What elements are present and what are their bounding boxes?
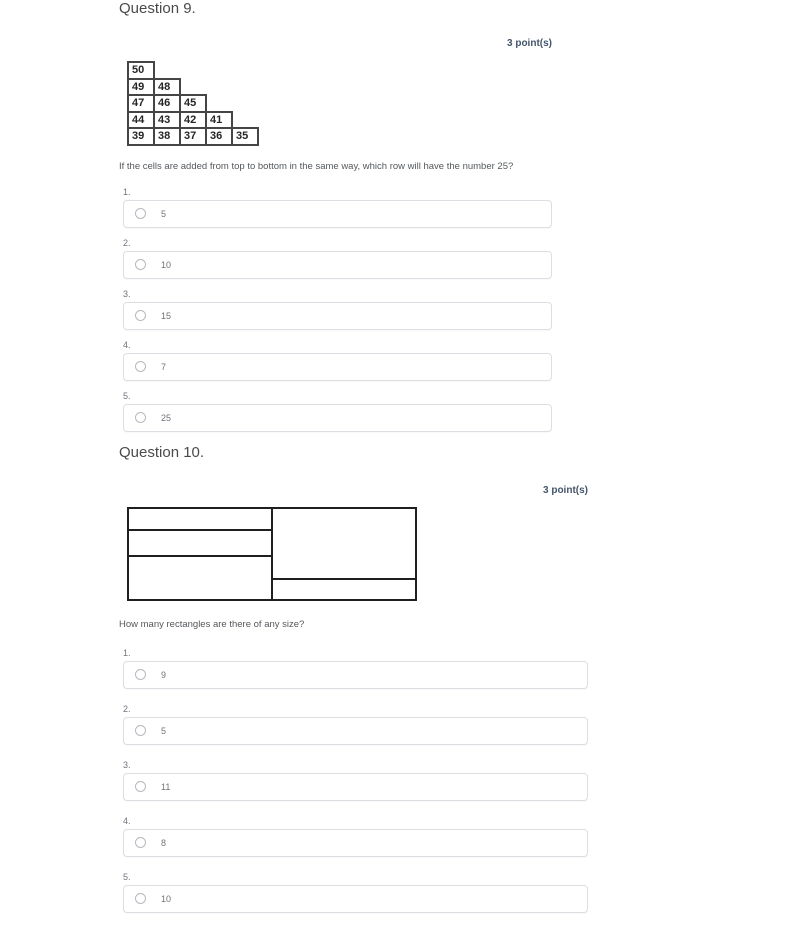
radio-icon[interactable] bbox=[135, 412, 146, 423]
option-number: 2. bbox=[123, 237, 131, 248]
option-label: 15 bbox=[161, 310, 172, 321]
question-10-section bbox=[119, 444, 588, 913]
option-label: 8 bbox=[161, 837, 167, 848]
radio-icon[interactable] bbox=[135, 208, 146, 219]
option-number: 1. bbox=[123, 186, 131, 197]
option-choice-5[interactable] bbox=[123, 200, 552, 228]
option-group bbox=[123, 340, 552, 381]
figure-left-column bbox=[127, 507, 273, 601]
option-label: 10 bbox=[161, 893, 172, 904]
option-choice-11[interactable] bbox=[123, 773, 588, 801]
question-9-title: Question 9. bbox=[119, 0, 196, 17]
option-choice-8[interactable] bbox=[123, 829, 588, 857]
option-choice-10[interactable] bbox=[123, 251, 552, 279]
figure-rect bbox=[271, 578, 417, 601]
figure-rect bbox=[271, 507, 417, 580]
option-label: 5 bbox=[161, 208, 167, 219]
table-cell: 36 bbox=[206, 128, 232, 145]
table-row bbox=[128, 128, 258, 145]
option-choice-7[interactable] bbox=[123, 353, 552, 381]
radio-icon[interactable] bbox=[135, 669, 146, 680]
option-number: 3. bbox=[123, 759, 131, 770]
radio-icon[interactable] bbox=[135, 310, 146, 321]
table-cell: 39 bbox=[128, 128, 154, 145]
rectangles-figure bbox=[127, 507, 417, 601]
option-choice-25[interactable] bbox=[123, 404, 552, 432]
table-cell: 42 bbox=[180, 112, 206, 129]
radio-icon[interactable] bbox=[135, 781, 146, 792]
table-row bbox=[128, 79, 258, 96]
table-cell: 35 bbox=[232, 128, 258, 145]
question-10-points-badge: 3 point(s) bbox=[543, 484, 588, 496]
table-cell: 43 bbox=[154, 112, 180, 129]
option-number: 3. bbox=[123, 288, 131, 299]
table-cell: 48 bbox=[154, 79, 180, 96]
table-cell: 49 bbox=[128, 79, 154, 96]
question-9-section bbox=[119, 0, 552, 432]
option-choice-9[interactable] bbox=[123, 661, 588, 689]
option-group bbox=[123, 816, 588, 857]
option-group bbox=[123, 872, 588, 913]
table-cell: 45 bbox=[180, 95, 206, 112]
radio-icon[interactable] bbox=[135, 837, 146, 848]
option-label: 5 bbox=[161, 725, 167, 736]
option-choice-10[interactable] bbox=[123, 885, 588, 913]
option-number: 4. bbox=[123, 815, 131, 826]
radio-icon[interactable] bbox=[135, 725, 146, 736]
option-label: 11 bbox=[161, 781, 171, 792]
table-cell: 50 bbox=[128, 62, 154, 79]
question-10-title: Question 10. bbox=[119, 443, 205, 461]
option-group bbox=[123, 648, 588, 689]
table-cell: 46 bbox=[154, 95, 180, 112]
figure-rect bbox=[127, 507, 273, 531]
number-table bbox=[127, 61, 259, 146]
table-row bbox=[128, 62, 258, 79]
table-row bbox=[128, 95, 258, 112]
option-group bbox=[123, 760, 588, 801]
option-group bbox=[123, 238, 552, 279]
table-cell: 44 bbox=[128, 112, 154, 129]
option-choice-15[interactable] bbox=[123, 302, 552, 330]
option-number: 5. bbox=[123, 390, 131, 401]
table-cell: 37 bbox=[180, 128, 206, 145]
table-cell: 41 bbox=[206, 112, 232, 129]
question-10-prompt: How many rectangles are there of any size? bbox=[119, 618, 305, 630]
option-choice-5[interactable] bbox=[123, 717, 588, 745]
table-cell: 47 bbox=[128, 95, 154, 112]
option-number: 1. bbox=[123, 647, 131, 658]
question-10-options bbox=[123, 648, 588, 913]
option-number: 4. bbox=[123, 339, 131, 350]
radio-icon[interactable] bbox=[135, 893, 146, 904]
option-label: 25 bbox=[161, 412, 172, 423]
radio-icon[interactable] bbox=[135, 361, 146, 372]
option-label: 10 bbox=[161, 259, 172, 270]
table-row bbox=[128, 112, 258, 129]
option-group bbox=[123, 289, 552, 330]
radio-icon[interactable] bbox=[135, 259, 146, 270]
table-cell: 38 bbox=[154, 128, 180, 145]
option-group bbox=[123, 704, 588, 745]
option-label: 9 bbox=[161, 669, 167, 680]
question-9-points-badge: 3 point(s) bbox=[507, 38, 552, 49]
option-label: 7 bbox=[161, 361, 167, 372]
figure-rect bbox=[127, 529, 273, 557]
figure-rect bbox=[127, 555, 273, 601]
option-number: 2. bbox=[123, 703, 131, 714]
option-group bbox=[123, 391, 552, 432]
option-number: 5. bbox=[123, 871, 131, 882]
figure-right-column bbox=[271, 507, 417, 601]
option-group bbox=[123, 187, 552, 228]
question-9-options bbox=[123, 187, 552, 432]
question-9-prompt: If the cells are added from top to bottom in the same way, which row will have the number 25? bbox=[119, 160, 514, 172]
